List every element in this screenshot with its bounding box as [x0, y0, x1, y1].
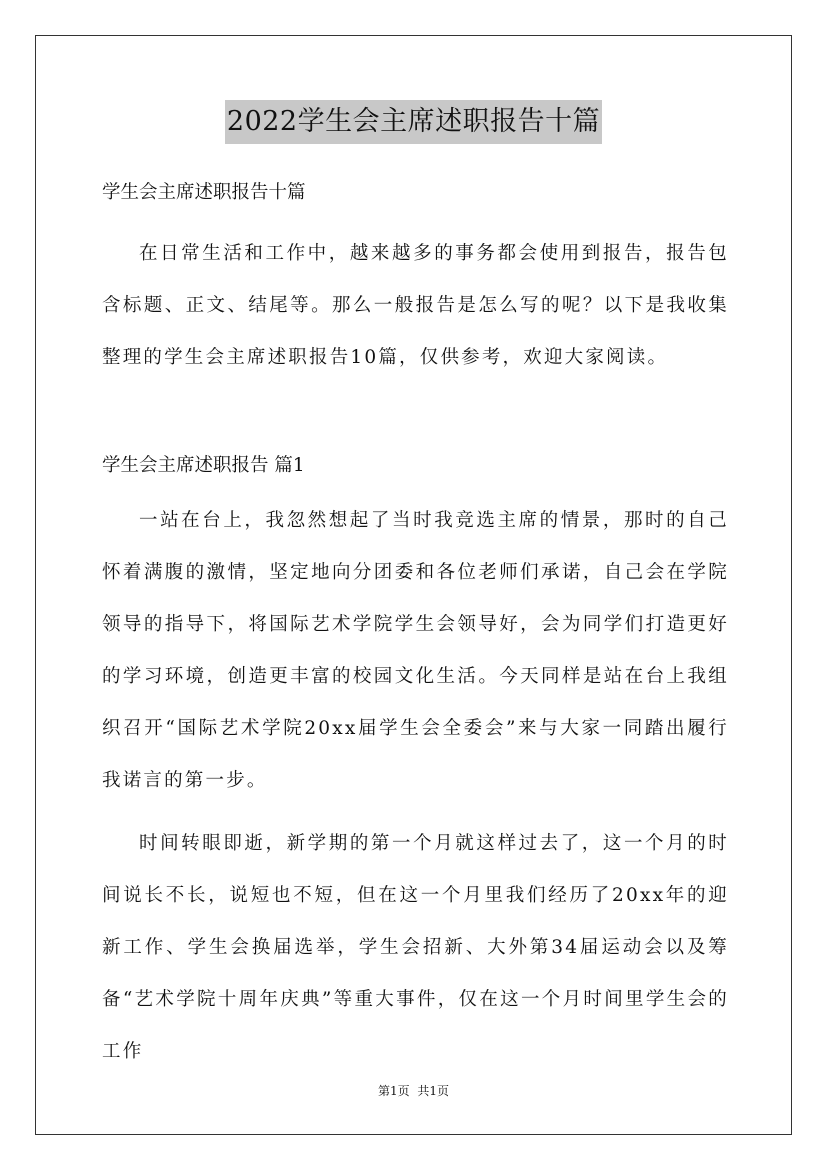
page-number: 第1页: [377, 1084, 410, 1098]
body-paragraph-1: 一站在台上，我忽然想起了当时我竞选主席的情景，那时的自己怀着满腹的激情，坚定地向分团委和各位老师们承诺，自己会在学院领导的指导下，将国际艺术学院学生会领导好，会为同学们打造更好的学习环境，创造更丰富的校园文化生活。今天同样是站在台上我组织召开“国际艺术学院20xx届学生会全委会”来与大家一同踏出履行我诺言的第一步。: [102, 510, 729, 791]
intro-paragraph: 在日常生活和工作中，越来越多的事务都会使用到报告，报告包含标题、正文、结尾等。那么一般报告是怎么写的呢？以下是我收集整理的学生会主席述职报告10篇，仅供参考，欢迎大家阅读。: [102, 243, 729, 368]
title-container: [0, 100, 827, 144]
page-total: 共1页: [417, 1084, 450, 1098]
body-paragraph-2: 时间转眼即逝，新学期的第一个月就这样过去了，这一个月的时间说长不长，说短也不短，但在这一个月里我们经历了20xx年的迎新工作、学生会换届选举，学生会招新、大外第34届运动会以及筹备“艺术学院十周年庆典”等重大事件，仅在这一个月时间里学生会的工作: [102, 833, 729, 1062]
document-title: 2022学生会主席述职报告十篇: [225, 100, 602, 144]
section-heading: 学生会主席述职报告 篇1: [102, 455, 305, 476]
document-subtitle: 学生会主席述职报告十篇: [102, 182, 306, 203]
page-footer: [0, 1082, 827, 1100]
